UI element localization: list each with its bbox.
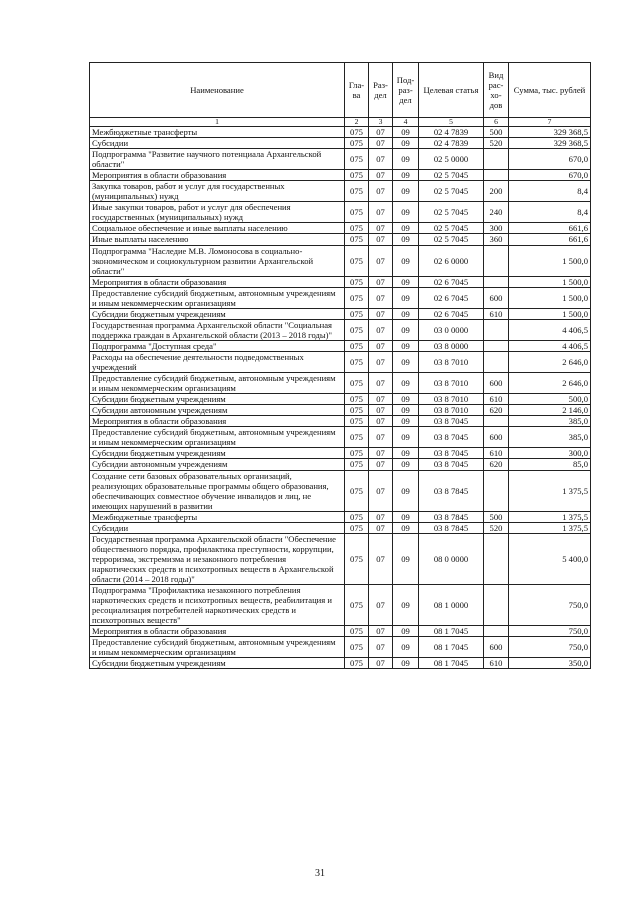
table-row	[90, 637, 591, 658]
cell-name: Межбюджетные трансферты	[90, 511, 345, 522]
cell-section: 07	[369, 223, 393, 234]
cell-expense-type: 620	[484, 459, 509, 470]
cell-subsection: 09	[393, 276, 419, 287]
cell-amount: 2 646,0	[509, 351, 591, 372]
cell-section: 07	[369, 522, 393, 533]
table-row	[90, 658, 591, 669]
cell-chapter: 075	[345, 448, 369, 459]
cell-expense-type	[484, 170, 509, 181]
cell-section: 07	[369, 459, 393, 470]
cell-name: Субсидии	[90, 138, 345, 149]
cell-target: 03 8 7045	[419, 459, 484, 470]
cell-chapter: 075	[345, 181, 369, 202]
header-row	[90, 63, 591, 118]
cell-amount: 661,6	[509, 223, 591, 234]
cell-target: 03 8 7045	[419, 427, 484, 448]
cell-subsection: 09	[393, 351, 419, 372]
cell-name: Предоставление субсидий бюджетным, автономным учреждениям и иным некоммерческим организациям	[90, 637, 345, 658]
cell-subsection: 09	[393, 170, 419, 181]
cell-expense-type: 600	[484, 373, 509, 394]
cell-subsection: 09	[393, 138, 419, 149]
cell-chapter: 075	[345, 202, 369, 223]
cell-amount: 385,0	[509, 427, 591, 448]
table-row	[90, 448, 591, 459]
cell-section: 07	[369, 626, 393, 637]
cell-subsection: 09	[393, 319, 419, 340]
cell-chapter: 075	[345, 585, 369, 626]
cell-subsection: 09	[393, 287, 419, 308]
cell-name: Государственная программа Архангельской области "Социальная поддержка граждан в Архангельской области (2013 – 2018 годы)"	[90, 319, 345, 340]
cell-amount: 1 375,5	[509, 522, 591, 533]
cell-expense-type	[484, 585, 509, 626]
cell-chapter: 075	[345, 287, 369, 308]
cell-section: 07	[369, 533, 393, 584]
header-target: Целевая статья	[419, 63, 484, 118]
cell-section: 07	[369, 394, 393, 405]
cell-name: Подпрограмма "Наследие М.В. Ломоносова в социально-экономическом и социокультурном развитии Архангельской области"	[90, 245, 345, 276]
table-row	[90, 127, 591, 138]
cell-subsection: 09	[393, 637, 419, 658]
cell-section: 07	[369, 585, 393, 626]
cell-expense-type	[484, 276, 509, 287]
cell-name: Предоставление субсидий бюджетным, автономным учреждениям и иным некоммерческим организациям	[90, 373, 345, 394]
cell-section: 07	[369, 181, 393, 202]
cell-target: 02 6 7045	[419, 308, 484, 319]
cell-target: 08 0 0000	[419, 533, 484, 584]
cell-subsection: 09	[393, 470, 419, 511]
cell-target: 02 5 0000	[419, 149, 484, 170]
cell-amount: 1 375,5	[509, 470, 591, 511]
cell-subsection: 09	[393, 416, 419, 427]
cell-amount: 1 375,5	[509, 511, 591, 522]
cell-amount: 670,0	[509, 170, 591, 181]
table-row	[90, 470, 591, 511]
cell-chapter: 075	[345, 245, 369, 276]
cell-section: 07	[369, 202, 393, 223]
cell-subsection: 09	[393, 511, 419, 522]
cell-subsection: 09	[393, 127, 419, 138]
cell-chapter: 075	[345, 637, 369, 658]
cell-subsection: 09	[393, 448, 419, 459]
column-number: 2	[345, 118, 369, 127]
cell-amount: 750,0	[509, 637, 591, 658]
column-number-row	[90, 118, 591, 127]
cell-amount: 329 368,5	[509, 127, 591, 138]
cell-expense-type: 360	[484, 234, 509, 245]
column-number: 6	[484, 118, 509, 127]
cell-chapter: 075	[345, 626, 369, 637]
table-row	[90, 394, 591, 405]
cell-subsection: 09	[393, 245, 419, 276]
cell-amount: 750,0	[509, 626, 591, 637]
cell-section: 07	[369, 405, 393, 416]
cell-chapter: 075	[345, 308, 369, 319]
cell-section: 07	[369, 351, 393, 372]
table-row	[90, 149, 591, 170]
cell-chapter: 075	[345, 276, 369, 287]
cell-amount: 300,0	[509, 448, 591, 459]
cell-amount: 4 406,5	[509, 340, 591, 351]
cell-section: 07	[369, 448, 393, 459]
cell-expense-type: 610	[484, 658, 509, 669]
cell-subsection: 09	[393, 373, 419, 394]
cell-target: 02 4 7839	[419, 127, 484, 138]
cell-target: 08 1 0000	[419, 585, 484, 626]
cell-target: 03 8 7010	[419, 394, 484, 405]
cell-target: 08 1 7045	[419, 626, 484, 637]
cell-expense-type: 610	[484, 448, 509, 459]
cell-target: 02 6 7045	[419, 287, 484, 308]
cell-section: 07	[369, 245, 393, 276]
table-row	[90, 223, 591, 234]
table-row	[90, 373, 591, 394]
cell-chapter: 075	[345, 416, 369, 427]
cell-expense-type	[484, 626, 509, 637]
cell-chapter: 075	[345, 138, 369, 149]
cell-target: 03 8 7845	[419, 470, 484, 511]
cell-target: 02 4 7839	[419, 138, 484, 149]
cell-chapter: 075	[345, 427, 369, 448]
cell-chapter: 075	[345, 459, 369, 470]
column-number: 7	[509, 118, 591, 127]
cell-expense-type	[484, 416, 509, 427]
table-row	[90, 319, 591, 340]
cell-section: 07	[369, 234, 393, 245]
cell-expense-type	[484, 470, 509, 511]
table-body	[90, 127, 591, 669]
budget-table	[89, 62, 591, 669]
cell-target: 03 0 0000	[419, 319, 484, 340]
cell-name: Субсидии бюджетным учреждениям	[90, 394, 345, 405]
table-row	[90, 522, 591, 533]
cell-section: 07	[369, 658, 393, 669]
cell-name: Субсидии бюджетным учреждениям	[90, 308, 345, 319]
cell-name: Закупка товаров, работ и услуг для государственных (муниципальных) нужд	[90, 181, 345, 202]
cell-amount: 385,0	[509, 416, 591, 427]
table-row	[90, 340, 591, 351]
table-row	[90, 287, 591, 308]
cell-chapter: 075	[345, 470, 369, 511]
cell-chapter: 075	[345, 511, 369, 522]
cell-amount: 2 646,0	[509, 373, 591, 394]
cell-name: Мероприятия в области образования	[90, 416, 345, 427]
cell-name: Субсидии бюджетным учреждениям	[90, 658, 345, 669]
cell-section: 07	[369, 373, 393, 394]
table-row	[90, 511, 591, 522]
cell-amount: 1 500,0	[509, 245, 591, 276]
cell-chapter: 075	[345, 223, 369, 234]
cell-subsection: 09	[393, 234, 419, 245]
cell-name: Подпрограмма "Развитие научного потенциала Архангельской области"	[90, 149, 345, 170]
cell-target: 03 8 7845	[419, 511, 484, 522]
header-name: Наименование	[90, 63, 345, 118]
cell-chapter: 075	[345, 394, 369, 405]
table-row	[90, 276, 591, 287]
cell-expense-type	[484, 533, 509, 584]
cell-expense-type: 240	[484, 202, 509, 223]
cell-chapter: 075	[345, 658, 369, 669]
cell-name: Межбюджетные трансферты	[90, 127, 345, 138]
cell-target: 03 8 0000	[419, 340, 484, 351]
cell-expense-type: 600	[484, 637, 509, 658]
table-row	[90, 138, 591, 149]
cell-amount: 1 500,0	[509, 308, 591, 319]
cell-subsection: 09	[393, 202, 419, 223]
cell-amount: 1 500,0	[509, 276, 591, 287]
column-number: 5	[419, 118, 484, 127]
table-row	[90, 427, 591, 448]
cell-name: Субсидии бюджетным учреждениям	[90, 448, 345, 459]
cell-name: Субсидии	[90, 522, 345, 533]
table-row	[90, 405, 591, 416]
cell-section: 07	[369, 138, 393, 149]
cell-target: 03 8 7045	[419, 448, 484, 459]
cell-expense-type: 500	[484, 127, 509, 138]
table-row	[90, 234, 591, 245]
cell-amount: 750,0	[509, 585, 591, 626]
cell-subsection: 09	[393, 223, 419, 234]
cell-chapter: 075	[345, 127, 369, 138]
cell-chapter: 075	[345, 234, 369, 245]
cell-section: 07	[369, 427, 393, 448]
cell-name: Иные выплаты населению	[90, 234, 345, 245]
table-row	[90, 585, 591, 626]
cell-subsection: 09	[393, 308, 419, 319]
cell-name: Субсидии автономным учреждениям	[90, 459, 345, 470]
cell-expense-type: 600	[484, 427, 509, 448]
header-expense-type: Вид рас-хо-дов	[484, 63, 509, 118]
cell-subsection: 09	[393, 522, 419, 533]
cell-target: 08 1 7045	[419, 658, 484, 669]
cell-chapter: 075	[345, 405, 369, 416]
cell-chapter: 075	[345, 373, 369, 394]
cell-target: 02 5 7045	[419, 223, 484, 234]
cell-amount: 661,6	[509, 234, 591, 245]
cell-name: Мероприятия в области образования	[90, 626, 345, 637]
cell-section: 07	[369, 416, 393, 427]
header-section: Раз-дел	[369, 63, 393, 118]
cell-amount: 85,0	[509, 459, 591, 470]
cell-expense-type	[484, 245, 509, 276]
header-subsection: Под-раз-дел	[393, 63, 419, 118]
page-number: 31	[315, 868, 325, 879]
cell-amount: 500,0	[509, 394, 591, 405]
cell-section: 07	[369, 340, 393, 351]
table-row	[90, 416, 591, 427]
table-row	[90, 245, 591, 276]
cell-name: Государственная программа Архангельской области "Обеспечение общественного порядка, профилактика преступности, коррупции, терроризма, экстремизма и незаконного потребления наркотических средств и психотропных веществ в Архангельской области (2014 – 2018 годы)"	[90, 533, 345, 584]
cell-subsection: 09	[393, 149, 419, 170]
header-amount: Сумма, тыс. рублей	[509, 63, 591, 118]
cell-chapter: 075	[345, 170, 369, 181]
cell-target: 02 5 7045	[419, 170, 484, 181]
cell-name: Мероприятия в области образования	[90, 170, 345, 181]
cell-expense-type: 610	[484, 308, 509, 319]
cell-target: 03 8 7045	[419, 416, 484, 427]
cell-amount: 1 500,0	[509, 287, 591, 308]
column-number: 1	[90, 118, 345, 127]
cell-name: Субсидии автономным учреждениям	[90, 405, 345, 416]
table-row	[90, 626, 591, 637]
cell-section: 07	[369, 308, 393, 319]
cell-amount: 350,0	[509, 658, 591, 669]
cell-target: 02 6 0000	[419, 245, 484, 276]
cell-section: 07	[369, 511, 393, 522]
cell-expense-type: 520	[484, 138, 509, 149]
cell-amount: 4 406,5	[509, 319, 591, 340]
cell-amount: 329 368,5	[509, 138, 591, 149]
cell-section: 07	[369, 276, 393, 287]
column-number: 3	[369, 118, 393, 127]
table-row	[90, 170, 591, 181]
cell-chapter: 075	[345, 319, 369, 340]
cell-expense-type: 500	[484, 511, 509, 522]
cell-section: 07	[369, 637, 393, 658]
table-row	[90, 181, 591, 202]
cell-name: Иные закупки товаров, работ и услуг для обеспечения государственных (муниципальных) нужд	[90, 202, 345, 223]
cell-section: 07	[369, 287, 393, 308]
cell-target: 02 5 7045	[419, 181, 484, 202]
cell-section: 07	[369, 127, 393, 138]
cell-expense-type	[484, 149, 509, 170]
cell-chapter: 075	[345, 351, 369, 372]
cell-target: 02 5 7045	[419, 234, 484, 245]
cell-name: Предоставление субсидий бюджетным, автономным учреждениям и иным некоммерческим организациям	[90, 427, 345, 448]
cell-chapter: 075	[345, 149, 369, 170]
cell-chapter: 075	[345, 340, 369, 351]
cell-expense-type	[484, 351, 509, 372]
cell-subsection: 09	[393, 405, 419, 416]
cell-name: Социальное обеспечение и иные выплаты населению	[90, 223, 345, 234]
cell-name: Предоставление субсидий бюджетным, автономным учреждениям и иным некоммерческим организациям	[90, 287, 345, 308]
cell-section: 07	[369, 149, 393, 170]
cell-expense-type: 520	[484, 522, 509, 533]
cell-target: 03 8 7010	[419, 405, 484, 416]
cell-amount: 5 400,0	[509, 533, 591, 584]
cell-amount: 670,0	[509, 149, 591, 170]
header-chapter: Гла-ва	[345, 63, 369, 118]
cell-section: 07	[369, 170, 393, 181]
cell-subsection: 09	[393, 459, 419, 470]
cell-name: Создание сети базовых образовательных организаций, реализующих образовательные программы общего образования, обеспечивающих совместное обучение инвалидов и лиц, не имеющих нарушений в развитии	[90, 470, 345, 511]
cell-target: 03 8 7010	[419, 373, 484, 394]
cell-subsection: 09	[393, 427, 419, 448]
column-number: 4	[393, 118, 419, 127]
cell-expense-type	[484, 340, 509, 351]
cell-subsection: 09	[393, 658, 419, 669]
table-row	[90, 533, 591, 584]
cell-expense-type: 620	[484, 405, 509, 416]
cell-subsection: 09	[393, 585, 419, 626]
cell-expense-type: 600	[484, 287, 509, 308]
cell-expense-type: 300	[484, 223, 509, 234]
cell-amount: 8,4	[509, 181, 591, 202]
cell-expense-type: 610	[484, 394, 509, 405]
cell-section: 07	[369, 470, 393, 511]
cell-subsection: 09	[393, 340, 419, 351]
cell-expense-type: 200	[484, 181, 509, 202]
cell-amount: 2 146,0	[509, 405, 591, 416]
cell-subsection: 09	[393, 626, 419, 637]
cell-target: 02 5 7045	[419, 202, 484, 223]
table-row	[90, 202, 591, 223]
cell-section: 07	[369, 319, 393, 340]
cell-chapter: 075	[345, 533, 369, 584]
cell-chapter: 075	[345, 522, 369, 533]
cell-target: 02 6 7045	[419, 276, 484, 287]
cell-subsection: 09	[393, 533, 419, 584]
cell-name: Мероприятия в области образования	[90, 276, 345, 287]
cell-name: Расходы на обеспечение деятельности подведомственных учреждений	[90, 351, 345, 372]
cell-subsection: 09	[393, 394, 419, 405]
cell-name: Подпрограмма "Доступная среда"	[90, 340, 345, 351]
table-row	[90, 351, 591, 372]
cell-expense-type	[484, 319, 509, 340]
table-row	[90, 459, 591, 470]
cell-amount: 8,4	[509, 202, 591, 223]
table-row	[90, 308, 591, 319]
cell-target: 08 1 7045	[419, 637, 484, 658]
cell-target: 03 8 7010	[419, 351, 484, 372]
cell-subsection: 09	[393, 181, 419, 202]
cell-name: Подпрограмма "Профилактика незаконного потребления наркотических средств и психотропных веществ, реабилитация и ресоциализация потребителей наркотических средств и психотропных веществ"	[90, 585, 345, 626]
cell-target: 03 8 7845	[419, 522, 484, 533]
